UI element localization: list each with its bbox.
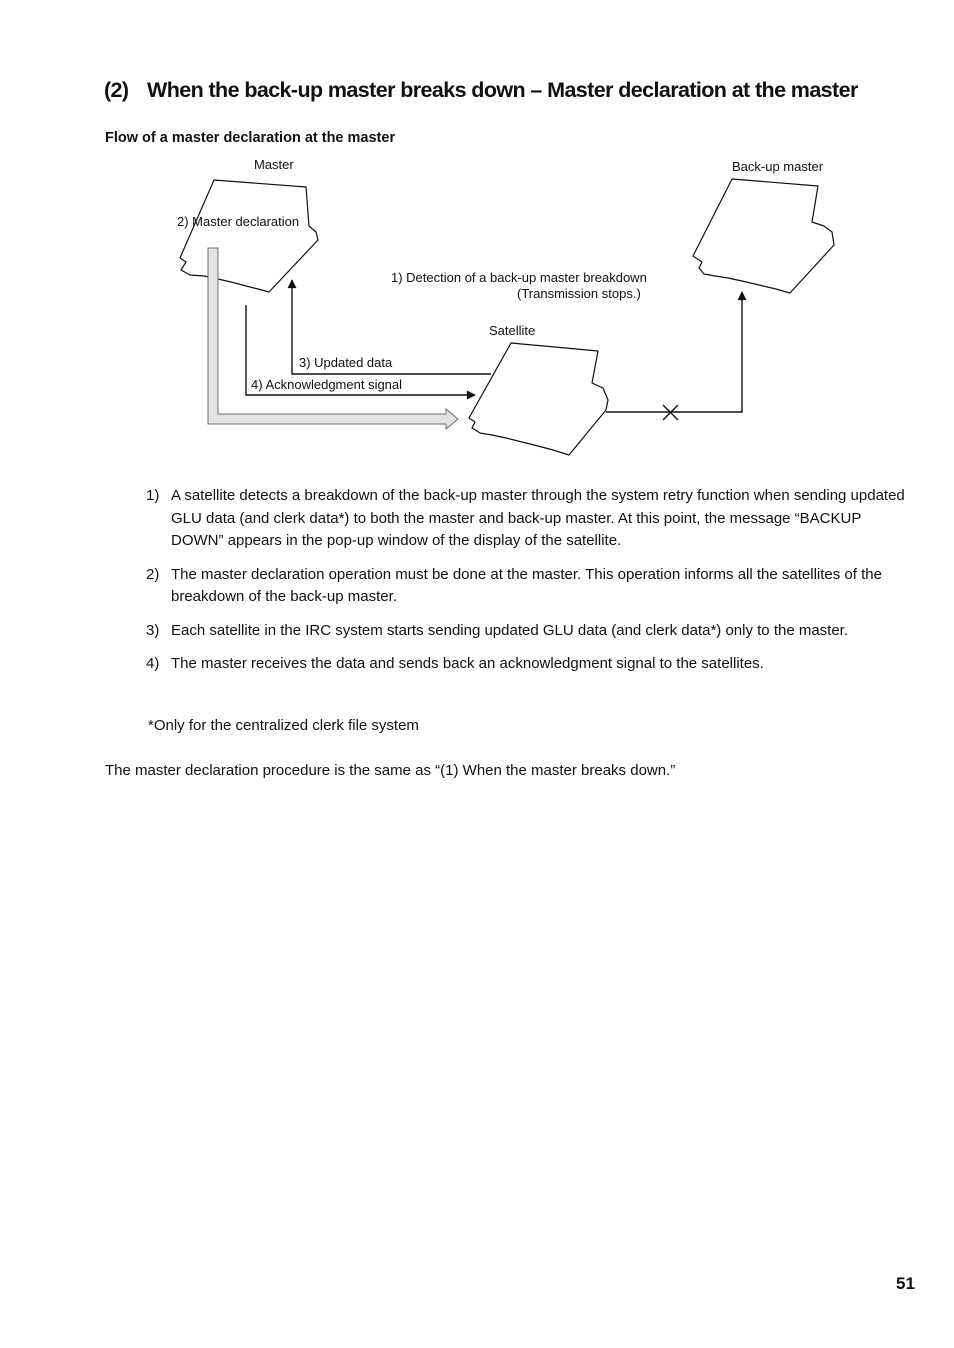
step-text: A satellite detects a breakdown of the back-up master through the system retry function when sending updated GLU data (and clerk data*) to both the master and back-up master. At this point, the message “BACKUP DOWN” appears in the pop-up window of the display of the satellite.	[171, 487, 905, 549]
master-terminal-icon	[180, 180, 318, 292]
step-item	[146, 564, 906, 609]
backup-link-arrow	[606, 292, 742, 412]
heading-text: When the back-up master breaks down – Master declaration at the master	[147, 78, 858, 102]
master-declaration-label: 2) Master declaration	[177, 214, 300, 229]
step-item	[146, 653, 906, 676]
step-number: 3)	[146, 621, 160, 639]
step-text: Each satellite in the IRC system starts sending updated GLU data (and clerk data*) only to the master.	[171, 621, 849, 639]
step-item	[146, 485, 906, 553]
steps-list	[146, 485, 906, 687]
satellite-label: Satellite	[489, 323, 536, 338]
step-number: 2)	[146, 565, 160, 583]
heading-number: (2)	[104, 78, 129, 102]
step-text: The master declaration operation must be done at the master. This operation informs all the satellites of the breakdown of the back-up master.	[171, 565, 882, 605]
master-label: Master	[254, 157, 294, 172]
step-number: 1)	[146, 487, 160, 504]
diagram-subheading: Flow of a master declaration at the master	[105, 130, 396, 146]
flow-diagram	[0, 0, 954, 470]
step-number: 4)	[146, 655, 160, 672]
updated-data-label: 3) Updated data	[299, 355, 393, 370]
transmission-stops-label: (Transmission stops.)	[517, 286, 641, 301]
page-number: 51	[896, 1274, 915, 1293]
backup-master-label: Back-up master	[732, 159, 824, 174]
closing-paragraph: The master declaration procedure is the same as “(1) When the master breaks down.”	[105, 762, 676, 779]
step-text: The master receives the data and sends back an acknowledgment signal to the satellites.	[171, 655, 764, 672]
backup-master-terminal-icon	[693, 179, 834, 293]
step-item	[146, 620, 906, 643]
detection-label: 1) Detection of a back-up master breakdown	[391, 270, 647, 285]
acknowledgment-label: 4) Acknowledgment signal	[251, 377, 403, 392]
footnote: *Only for the centralized clerk file system	[148, 717, 419, 734]
satellite-terminal-icon	[469, 343, 608, 455]
